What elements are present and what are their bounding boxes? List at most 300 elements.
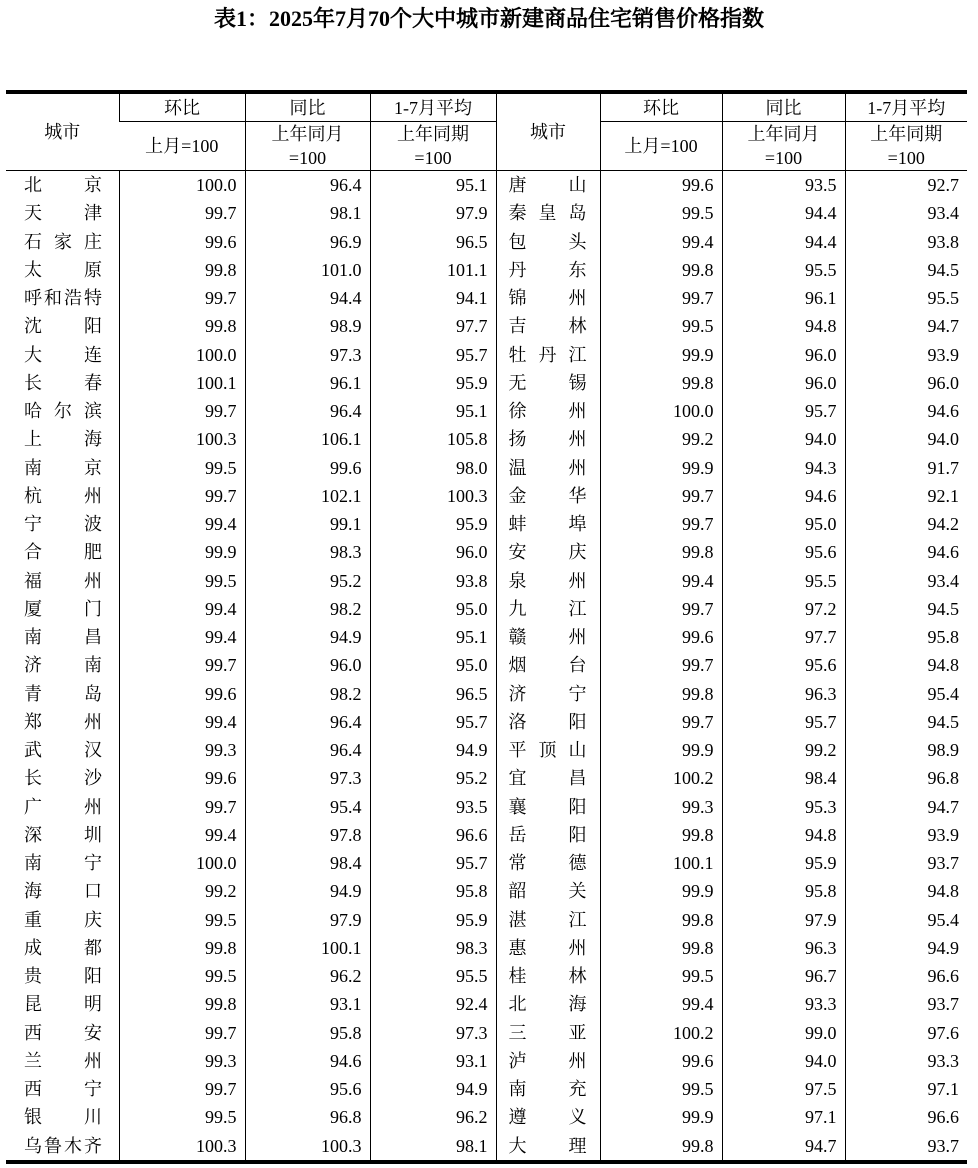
avg-value-right: 97.1 [845, 1075, 967, 1103]
avg-value-left: 93.5 [370, 793, 496, 821]
city-name-left [6, 821, 119, 849]
city-name-left [6, 708, 119, 736]
mom-value-right: 99.6 [600, 1047, 722, 1075]
city-name-right [496, 793, 600, 821]
mom-value-right: 99.3 [600, 793, 722, 821]
city-label: 天 津 [24, 203, 102, 224]
yoy-value-right: 94.7 [722, 1132, 845, 1162]
city-label: 湛 江 [508, 909, 587, 930]
city-label: 安 庆 [508, 542, 587, 563]
city-name-left [6, 793, 119, 821]
table-row [6, 312, 967, 340]
avg-value-left: 101.1 [370, 256, 496, 284]
city-name-right [496, 764, 600, 792]
city-label: 宁 波 [24, 514, 102, 535]
city-label: 唐 山 [508, 175, 587, 196]
yoy-value-right: 97.1 [722, 1103, 845, 1131]
mom-value-left: 99.6 [119, 228, 245, 256]
city-label: 济 宁 [508, 683, 587, 704]
table-row [6, 764, 967, 792]
mom-value-right: 100.0 [600, 397, 722, 425]
avg-value-left: 95.0 [370, 651, 496, 679]
yoy-value-left: 94.4 [245, 284, 370, 312]
yoy-value-right: 97.2 [722, 595, 845, 623]
mom-value-left: 99.6 [119, 764, 245, 792]
city-name-left [6, 284, 119, 312]
city-label: 杭 州 [24, 485, 102, 506]
yoy-value-right: 94.0 [722, 425, 845, 453]
avg-value-left: 95.1 [370, 623, 496, 651]
city-label: 深 圳 [24, 824, 102, 845]
city-label: 昆 明 [24, 994, 102, 1015]
city-label: 太 原 [24, 259, 102, 280]
yoy-value-left: 97.8 [245, 821, 370, 849]
mom-value-right: 99.5 [600, 312, 722, 340]
yoy-value-right: 96.3 [722, 680, 845, 708]
yoy-value-right: 93.5 [722, 171, 845, 200]
avg-value-right: 94.0 [845, 425, 967, 453]
mom-value-left: 99.5 [119, 906, 245, 934]
city-name-right [496, 821, 600, 849]
mom-value-left: 100.0 [119, 341, 245, 369]
city-label: 三 亚 [508, 1022, 587, 1043]
mom-value-right: 99.8 [600, 538, 722, 566]
mom-value-left: 99.7 [119, 397, 245, 425]
city-name-right [496, 482, 600, 510]
city-label: 海 口 [24, 881, 102, 902]
city-name-left [6, 736, 119, 764]
table-row [6, 962, 967, 990]
avg-value-left: 94.9 [370, 1075, 496, 1103]
table-row [6, 397, 967, 425]
city-label: 北 海 [508, 994, 587, 1015]
city-label: 蚌 埠 [508, 514, 587, 535]
header-avg-base-line1: 上年同期 [870, 124, 943, 144]
yoy-value-right: 95.7 [722, 708, 845, 736]
city-label: 上 海 [24, 429, 102, 450]
avg-value-left: 95.8 [370, 877, 496, 905]
city-label: 青 岛 [24, 683, 102, 704]
mom-value-right: 99.7 [600, 482, 722, 510]
city-label: 襄 阳 [508, 796, 587, 817]
city-label: 乌 鲁 木 齐 [24, 1135, 102, 1156]
header-avg-base-line1: 上年同期 [397, 124, 469, 144]
city-label: 泸 州 [508, 1050, 587, 1071]
mom-value-left: 99.8 [119, 312, 245, 340]
city-label: 南 昌 [24, 627, 102, 648]
city-label: 重 庆 [24, 909, 102, 930]
avg-value-left: 95.0 [370, 595, 496, 623]
city-label: 牡 丹 江 [508, 344, 587, 365]
city-name-left [6, 256, 119, 284]
mom-value-right: 99.5 [600, 199, 722, 227]
table-row [6, 567, 967, 595]
avg-value-right: 94.6 [845, 538, 967, 566]
city-name-right [496, 171, 600, 200]
table-row [6, 1019, 967, 1047]
yoy-value-left: 97.3 [245, 341, 370, 369]
header-yoy-base-line1: 上年同月 [271, 124, 344, 144]
mom-value-left: 99.7 [119, 482, 245, 510]
city-label: 无 锡 [508, 372, 587, 393]
yoy-value-right: 95.7 [722, 397, 845, 425]
city-name-left [6, 1019, 119, 1047]
yoy-value-left: 96.4 [245, 736, 370, 764]
avg-value-right: 93.4 [845, 567, 967, 595]
table-row [6, 510, 967, 538]
mom-value-right: 99.7 [600, 651, 722, 679]
avg-value-right: 96.0 [845, 369, 967, 397]
table-row [6, 1103, 967, 1131]
mom-value-left: 99.8 [119, 256, 245, 284]
city-name-left [6, 1047, 119, 1075]
city-name-right [496, 934, 600, 962]
avg-value-right: 93.7 [845, 990, 967, 1018]
city-name-right [496, 256, 600, 284]
table-row [6, 1075, 967, 1103]
city-name-right [496, 651, 600, 679]
table-row [6, 228, 967, 256]
city-label: 赣 州 [508, 627, 587, 648]
city-label: 银 川 [24, 1107, 102, 1128]
city-name-left [6, 199, 119, 227]
city-label: 合 肥 [24, 542, 102, 563]
yoy-value-left: 98.2 [245, 595, 370, 623]
mom-value-right: 99.9 [600, 1103, 722, 1131]
mom-value-right: 99.8 [600, 256, 722, 284]
avg-value-left: 95.7 [370, 849, 496, 877]
header-yoy-base-line2: =100 [764, 148, 803, 168]
mom-value-left: 100.0 [119, 171, 245, 200]
mom-value-right: 99.8 [600, 680, 722, 708]
yoy-value-right: 97.7 [722, 623, 845, 651]
city-label: 南 宁 [24, 853, 102, 874]
yoy-value-right: 98.4 [722, 764, 845, 792]
city-label: 哈 尔 滨 [24, 401, 102, 422]
mom-value-right: 99.8 [600, 821, 722, 849]
avg-value-right: 94.9 [845, 934, 967, 962]
avg-value-left: 95.9 [370, 510, 496, 538]
city-label: 吉 林 [508, 316, 587, 337]
city-name-right [496, 1132, 600, 1162]
avg-value-left: 94.1 [370, 284, 496, 312]
city-label: 烟 台 [508, 655, 587, 676]
yoy-value-right: 99.2 [722, 736, 845, 764]
avg-value-right: 93.9 [845, 341, 967, 369]
city-name-left [6, 651, 119, 679]
city-name-right [496, 369, 600, 397]
city-name-right [496, 623, 600, 651]
city-label: 石 家 庄 [24, 231, 102, 252]
mom-value-right: 99.8 [600, 934, 722, 962]
city-name-right [496, 1019, 600, 1047]
yoy-value-left: 102.1 [245, 482, 370, 510]
city-name-right [496, 341, 600, 369]
yoy-value-left: 96.0 [245, 651, 370, 679]
yoy-value-right: 94.8 [722, 312, 845, 340]
yoy-value-left: 95.2 [245, 567, 370, 595]
city-label: 九 江 [508, 598, 587, 619]
mom-value-right: 100.2 [600, 1019, 722, 1047]
table-body [6, 171, 967, 1162]
avg-value-right: 95.4 [845, 680, 967, 708]
table-row [6, 1132, 967, 1162]
avg-value-right: 94.5 [845, 708, 967, 736]
table-row [6, 821, 967, 849]
city-name-left [6, 454, 119, 482]
avg-value-right: 95.4 [845, 906, 967, 934]
city-label: 济 南 [24, 655, 102, 676]
yoy-value-right: 95.6 [722, 651, 845, 679]
mom-value-right: 99.6 [600, 171, 722, 200]
city-name-left [6, 369, 119, 397]
avg-value-left: 95.7 [370, 708, 496, 736]
city-label: 温 州 [508, 457, 587, 478]
yoy-value-left: 96.9 [245, 228, 370, 256]
mom-value-left: 99.4 [119, 510, 245, 538]
city-name-right [496, 736, 600, 764]
yoy-value-right: 95.5 [722, 567, 845, 595]
city-label: 秦 皇 岛 [508, 203, 587, 224]
mom-value-right: 99.9 [600, 454, 722, 482]
mom-value-left: 99.2 [119, 877, 245, 905]
mom-value-right: 99.9 [600, 736, 722, 764]
table-row [6, 425, 967, 453]
mom-value-left: 99.8 [119, 934, 245, 962]
avg-value-right: 93.4 [845, 199, 967, 227]
yoy-value-right: 94.6 [722, 482, 845, 510]
avg-value-left: 93.8 [370, 567, 496, 595]
avg-value-right: 96.6 [845, 962, 967, 990]
header-city-right: 城市 [496, 92, 600, 171]
city-name-left [6, 397, 119, 425]
city-name-left [6, 962, 119, 990]
city-name-right [496, 538, 600, 566]
header-yoy-base-line1: 上年同月 [747, 124, 820, 144]
avg-value-left: 95.5 [370, 962, 496, 990]
city-label: 洛 阳 [508, 711, 587, 732]
table-row [6, 341, 967, 369]
yoy-value-left: 96.8 [245, 1103, 370, 1131]
city-label: 平 顶 山 [508, 740, 587, 761]
city-name-right [496, 312, 600, 340]
mom-value-left: 99.9 [119, 538, 245, 566]
city-label: 北 京 [24, 175, 102, 196]
mom-value-left: 99.4 [119, 623, 245, 651]
header-yoy-left: 同比 [245, 92, 370, 122]
city-name-left [6, 764, 119, 792]
city-name-right [496, 680, 600, 708]
city-name-right [496, 906, 600, 934]
yoy-value-left: 96.4 [245, 708, 370, 736]
city-name-right [496, 397, 600, 425]
price-index-table [6, 90, 967, 1164]
city-label: 郑 州 [24, 711, 102, 732]
mom-value-right: 99.4 [600, 228, 722, 256]
yoy-value-left: 95.8 [245, 1019, 370, 1047]
avg-value-right: 94.8 [845, 651, 967, 679]
city-label: 丹 东 [508, 259, 587, 280]
mom-value-left: 99.5 [119, 454, 245, 482]
avg-value-right: 93.7 [845, 849, 967, 877]
mom-value-left: 100.0 [119, 849, 245, 877]
avg-value-left: 96.5 [370, 228, 496, 256]
city-label: 泉 州 [508, 570, 587, 591]
avg-value-right: 95.5 [845, 284, 967, 312]
header-avg-right: 1-7月平均 [845, 92, 967, 122]
yoy-value-right: 94.8 [722, 821, 845, 849]
yoy-value-left: 96.2 [245, 962, 370, 990]
mom-value-right: 100.1 [600, 849, 722, 877]
yoy-value-left: 99.6 [245, 454, 370, 482]
mom-value-right: 99.4 [600, 990, 722, 1018]
city-name-left [6, 312, 119, 340]
table-row [6, 736, 967, 764]
mom-value-right: 99.7 [600, 284, 722, 312]
yoy-value-right: 95.5 [722, 256, 845, 284]
avg-value-right: 92.7 [845, 171, 967, 200]
city-label: 徐 州 [508, 401, 587, 422]
yoy-value-left: 100.3 [245, 1132, 370, 1162]
avg-value-left: 92.4 [370, 990, 496, 1018]
table-row [6, 256, 967, 284]
yoy-value-left: 95.4 [245, 793, 370, 821]
yoy-value-left: 95.6 [245, 1075, 370, 1103]
city-label: 西 安 [24, 1022, 102, 1043]
yoy-value-left: 101.0 [245, 256, 370, 284]
mom-value-right: 99.9 [600, 877, 722, 905]
city-label: 广 州 [24, 796, 102, 817]
mom-value-left: 99.3 [119, 736, 245, 764]
header-mom-base-left: 上月=100 [119, 122, 245, 171]
city-label: 包 头 [508, 231, 587, 252]
mom-value-left: 99.3 [119, 1047, 245, 1075]
yoy-value-left: 97.9 [245, 906, 370, 934]
mom-value-left: 99.4 [119, 595, 245, 623]
avg-value-left: 96.0 [370, 538, 496, 566]
header-yoy-base-right [722, 122, 845, 171]
avg-value-left: 95.1 [370, 397, 496, 425]
yoy-value-right: 96.7 [722, 962, 845, 990]
mom-value-right: 99.5 [600, 1075, 722, 1103]
yoy-value-right: 94.0 [722, 1047, 845, 1075]
city-label: 西 宁 [24, 1079, 102, 1100]
mom-value-left: 99.4 [119, 821, 245, 849]
city-label: 成 都 [24, 937, 102, 958]
table-row [6, 877, 967, 905]
mom-value-left: 99.8 [119, 990, 245, 1018]
city-name-right [496, 199, 600, 227]
city-name-right [496, 708, 600, 736]
city-name-left [6, 849, 119, 877]
yoy-value-right: 96.3 [722, 934, 845, 962]
avg-value-right: 93.8 [845, 228, 967, 256]
yoy-value-left: 93.1 [245, 990, 370, 1018]
avg-value-right: 96.8 [845, 764, 967, 792]
city-label: 武 汉 [24, 740, 102, 761]
header-avg-base-line2: =100 [887, 148, 925, 168]
avg-value-right: 94.8 [845, 877, 967, 905]
yoy-value-left: 94.6 [245, 1047, 370, 1075]
avg-value-left: 95.2 [370, 764, 496, 792]
mom-value-right: 99.6 [600, 623, 722, 651]
mom-value-left: 99.7 [119, 651, 245, 679]
yoy-value-right: 94.4 [722, 199, 845, 227]
table-row [6, 708, 967, 736]
city-name-left [6, 171, 119, 200]
avg-value-left: 95.9 [370, 369, 496, 397]
city-label: 贵 阳 [24, 966, 102, 987]
city-label: 遵 义 [508, 1107, 587, 1128]
avg-value-left: 98.1 [370, 1132, 496, 1162]
city-name-right [496, 849, 600, 877]
city-name-right [496, 510, 600, 538]
yoy-value-left: 98.9 [245, 312, 370, 340]
avg-value-right: 92.1 [845, 482, 967, 510]
city-name-left [6, 934, 119, 962]
avg-value-right: 94.7 [845, 312, 967, 340]
city-name-left [6, 567, 119, 595]
table-row [6, 538, 967, 566]
mom-value-left: 99.4 [119, 708, 245, 736]
yoy-value-left: 98.1 [245, 199, 370, 227]
mom-value-right: 99.7 [600, 595, 722, 623]
city-label: 兰 州 [24, 1050, 102, 1071]
avg-value-left: 100.3 [370, 482, 496, 510]
city-label: 厦 门 [24, 598, 102, 619]
city-name-right [496, 284, 600, 312]
city-name-left [6, 990, 119, 1018]
avg-value-right: 93.7 [845, 1132, 967, 1162]
city-label: 呼 和 浩 特 [24, 288, 102, 309]
yoy-value-right: 95.0 [722, 510, 845, 538]
city-name-right [496, 228, 600, 256]
mom-value-right: 99.5 [600, 962, 722, 990]
city-label: 沈 阳 [24, 316, 102, 337]
city-name-left [6, 623, 119, 651]
yoy-value-right: 99.0 [722, 1019, 845, 1047]
city-name-right [496, 1075, 600, 1103]
header-yoy-base-line2: =100 [288, 148, 327, 168]
table-row [6, 171, 967, 200]
mom-value-right: 100.2 [600, 764, 722, 792]
city-name-left [6, 1075, 119, 1103]
avg-value-left: 95.7 [370, 341, 496, 369]
city-label: 大 理 [508, 1135, 587, 1156]
avg-value-right: 94.5 [845, 595, 967, 623]
avg-value-right: 98.9 [845, 736, 967, 764]
avg-value-left: 97.3 [370, 1019, 496, 1047]
mom-value-left: 99.7 [119, 284, 245, 312]
mom-value-left: 99.7 [119, 793, 245, 821]
city-name-left [6, 595, 119, 623]
table-row [6, 482, 967, 510]
mom-value-left: 99.5 [119, 1103, 245, 1131]
city-name-left [6, 341, 119, 369]
header-city-left: 城市 [6, 92, 119, 171]
avg-value-left: 96.5 [370, 680, 496, 708]
table-row [6, 623, 967, 651]
header-avg-base-line2: =100 [414, 148, 452, 168]
yoy-value-left: 96.4 [245, 171, 370, 200]
table-row [6, 1047, 967, 1075]
city-label: 南 充 [508, 1079, 587, 1100]
table-row [6, 934, 967, 962]
yoy-value-left: 96.4 [245, 397, 370, 425]
yoy-value-left: 97.3 [245, 764, 370, 792]
city-label: 大 连 [24, 344, 102, 365]
yoy-value-right: 97.9 [722, 906, 845, 934]
